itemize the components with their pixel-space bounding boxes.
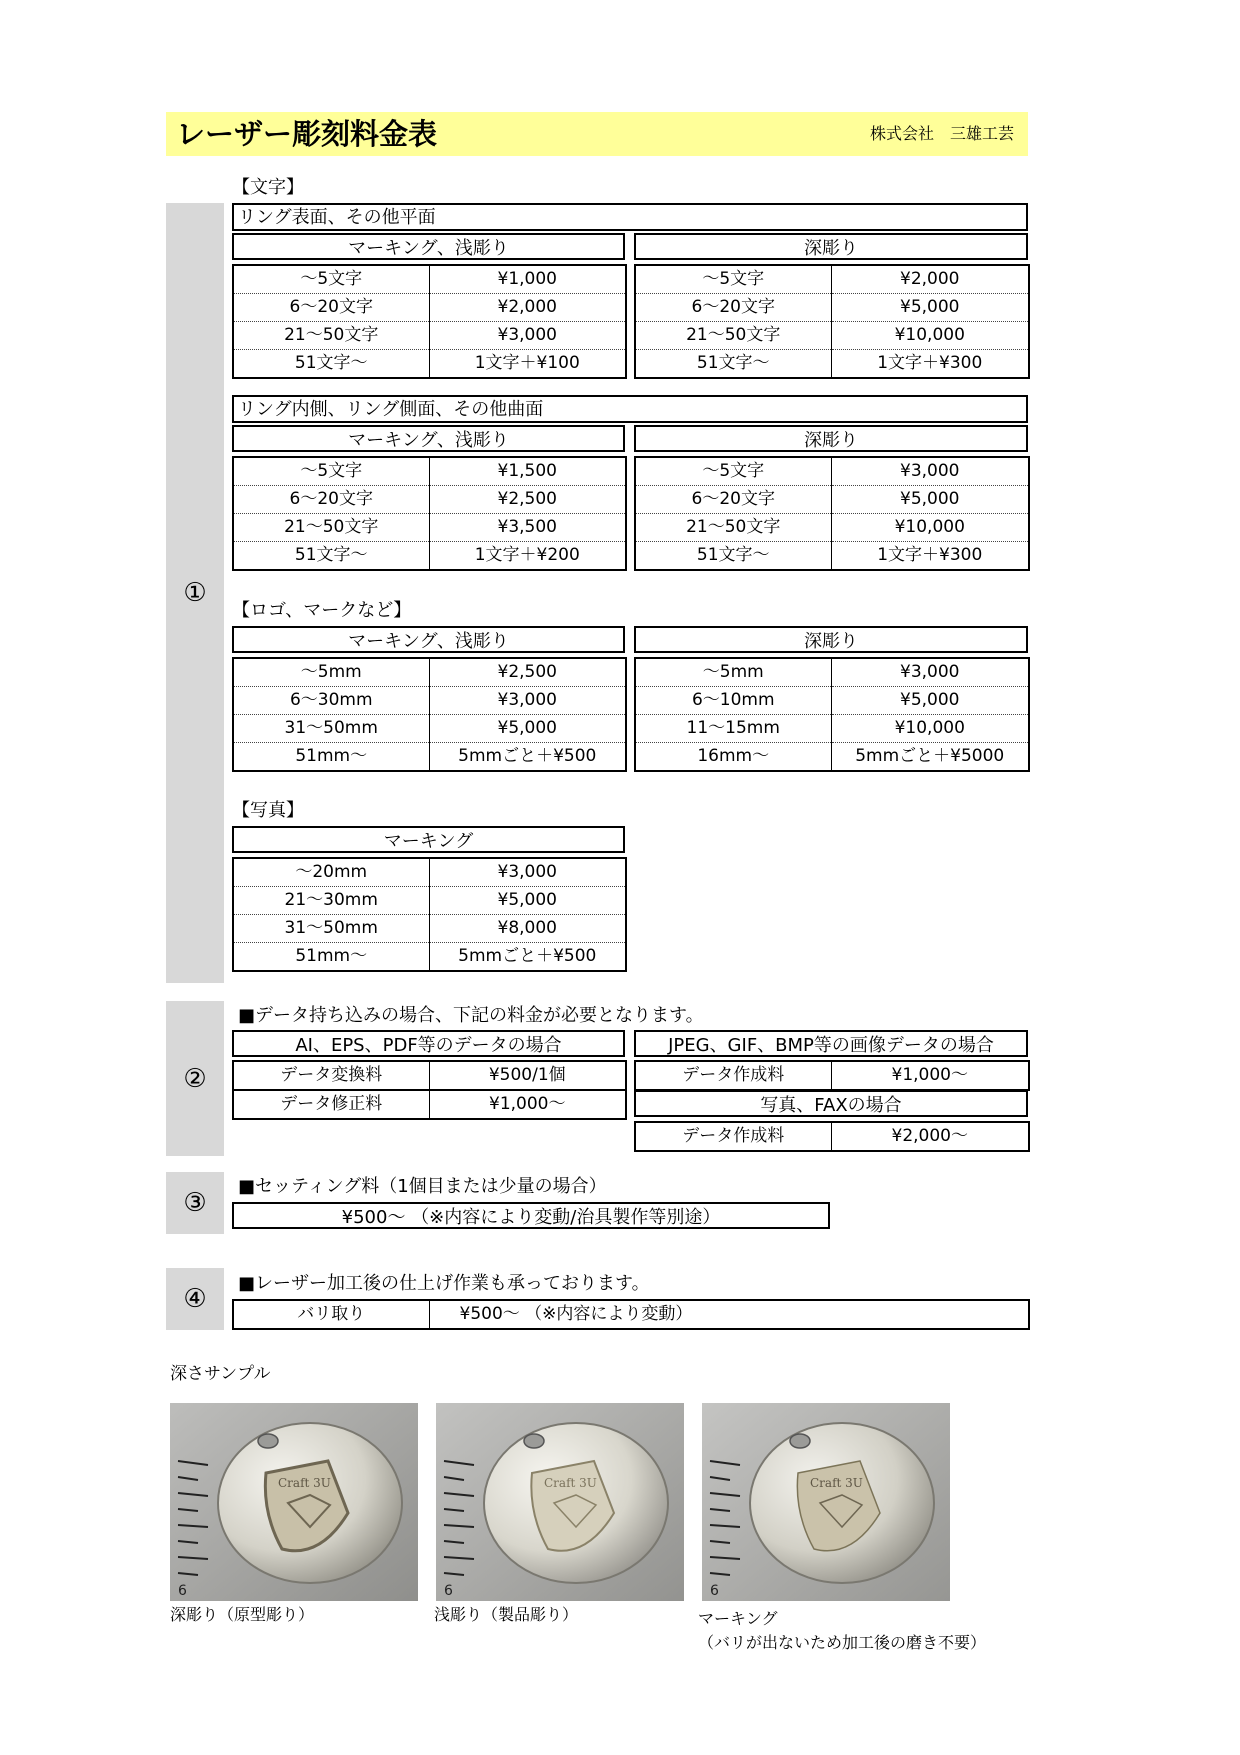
cell: ¥3,000 bbox=[831, 457, 1029, 486]
setting-note: ■セッティング料（1個目または少量の場合） bbox=[238, 1176, 607, 1197]
table-row bbox=[233, 915, 626, 943]
table-row bbox=[233, 658, 626, 687]
cell: ～20mm bbox=[233, 858, 429, 887]
logo-deep-header: 深彫り bbox=[634, 626, 1028, 653]
cell: ¥3,000 bbox=[429, 858, 626, 887]
curved-surface-header: リング内側、リング側面、その他曲面 bbox=[232, 395, 1028, 423]
cell: 21～50文字 bbox=[635, 322, 831, 350]
curved-marking-header: マーキング、浅彫り bbox=[232, 425, 625, 452]
table-row bbox=[635, 350, 1029, 379]
company-name: 株式会社 三雄工芸 bbox=[870, 124, 1015, 143]
curved-deep-header: 深彫り bbox=[634, 425, 1028, 452]
photo-fax-header: 写真、FAXの場合 bbox=[634, 1090, 1028, 1117]
cell: ～5mm bbox=[635, 658, 831, 687]
svg-text:6: 6 bbox=[444, 1583, 453, 1599]
cell: ¥2,000 bbox=[429, 294, 626, 322]
cell: ¥3,500 bbox=[429, 514, 626, 542]
cell: ¥2,500 bbox=[429, 486, 626, 514]
logo-section-label: 【ロゴ、マークなど】 bbox=[232, 600, 412, 621]
photo-section-label: 【写真】 bbox=[232, 800, 304, 821]
table-row bbox=[233, 858, 626, 887]
cell: 6～20文字 bbox=[635, 294, 831, 322]
cell: 21～30mm bbox=[233, 887, 429, 915]
cell: 1文字＋¥300 bbox=[831, 542, 1029, 571]
cell: 21～50文字 bbox=[233, 322, 429, 350]
flat-marking-header: マーキング、浅彫り bbox=[232, 233, 625, 260]
table-row bbox=[233, 715, 626, 743]
table-row bbox=[233, 350, 626, 379]
cell: ¥1,500 bbox=[429, 457, 626, 486]
page-title: レーザー彫刻料金表 bbox=[176, 117, 438, 151]
cell: 5mmごと＋¥500 bbox=[429, 943, 626, 972]
deep-engraving-photo bbox=[170, 1403, 418, 1601]
table-row bbox=[635, 486, 1029, 514]
table-row bbox=[233, 322, 626, 350]
finish-note: ■レーザー加工後の仕上げ作業も承っております。 bbox=[238, 1273, 650, 1294]
cell: ～5文字 bbox=[635, 265, 831, 294]
cell: ¥2,000～ bbox=[831, 1122, 1029, 1151]
cell: ～5mm bbox=[233, 658, 429, 687]
cell: ¥5,000 bbox=[429, 887, 626, 915]
vector-data-header: AI、EPS、PDF等のデータの場合 bbox=[232, 1030, 625, 1057]
cell: 51文字～ bbox=[696, 545, 770, 565]
cell: ¥5,000 bbox=[831, 294, 1029, 322]
cell: 5mmごと＋¥5000 bbox=[831, 743, 1029, 772]
cell: 51文字～ bbox=[696, 353, 770, 373]
flat-deep-table bbox=[634, 264, 1030, 379]
table-row bbox=[635, 322, 1029, 350]
cell: ¥2,000 bbox=[831, 265, 1029, 294]
cell: 1文字＋¥100 bbox=[429, 350, 626, 379]
cell: 1文字＋¥200 bbox=[429, 542, 626, 571]
table-row bbox=[635, 1061, 1029, 1090]
svg-text:6: 6 bbox=[178, 1583, 187, 1599]
cell: データ作成料 bbox=[682, 1126, 785, 1146]
table-row bbox=[233, 743, 626, 772]
flat-deep-header: 深彫り bbox=[634, 233, 1028, 260]
table-row bbox=[233, 294, 626, 322]
cell: ¥2,500 bbox=[429, 658, 626, 687]
deep-engraving-caption: 深彫り（原型彫り） bbox=[170, 1605, 315, 1624]
cell: ¥5,000 bbox=[429, 715, 626, 743]
data-note: ■データ持ち込みの場合、下記の料金が必要となります。 bbox=[238, 1005, 704, 1026]
cell: バリ取り bbox=[297, 1304, 366, 1324]
table-row bbox=[233, 1300, 1029, 1329]
flat-marking-table bbox=[232, 264, 627, 379]
cell: ～5文字 bbox=[233, 265, 429, 294]
table-row bbox=[635, 658, 1029, 687]
table-row bbox=[635, 542, 1029, 571]
cell: データ修正料 bbox=[280, 1094, 383, 1114]
cell: ¥1,000 bbox=[429, 265, 626, 294]
photo-marking-header: マーキング bbox=[232, 826, 625, 853]
table-row bbox=[233, 514, 626, 542]
tag-text: Craft 3U bbox=[544, 1476, 597, 1490]
marking-caption: マーキング bbox=[698, 1609, 778, 1628]
cell: ～5文字 bbox=[635, 457, 831, 486]
band-2: ② bbox=[166, 1001, 224, 1156]
cell: ¥1,000～ bbox=[831, 1061, 1029, 1090]
cell: ¥1,000～ bbox=[429, 1090, 626, 1119]
table-row bbox=[635, 715, 1029, 743]
svg-text:6: 6 bbox=[710, 1583, 719, 1599]
table-row bbox=[233, 1090, 626, 1119]
finish-table bbox=[232, 1299, 1030, 1330]
table-row bbox=[635, 687, 1029, 715]
cell: 31～50mm bbox=[233, 715, 429, 743]
cell: 6～20文字 bbox=[233, 486, 429, 514]
cell: ¥3,000 bbox=[429, 687, 626, 715]
cell: 51文字～ bbox=[294, 545, 368, 565]
table-row bbox=[635, 265, 1029, 294]
table-row bbox=[233, 457, 626, 486]
marking-caption-note: （バリが出ないため加工後の磨き不要） bbox=[698, 1633, 987, 1652]
samples-label: 深さサンプル bbox=[170, 1364, 271, 1384]
tag-text: Craft 3U bbox=[278, 1476, 331, 1490]
cell: 16mm～ bbox=[697, 746, 770, 766]
logo-deep-table bbox=[634, 657, 1030, 772]
cell: ¥500～ （※内容により変動） bbox=[429, 1300, 1029, 1329]
cell: 51mm～ bbox=[295, 946, 368, 966]
tag-text: Craft 3U bbox=[810, 1476, 863, 1490]
shallow-engraving-caption: 浅彫り（製品彫り） bbox=[434, 1605, 579, 1624]
cell: ¥10,000 bbox=[831, 715, 1029, 743]
vector-data-table bbox=[232, 1060, 627, 1120]
table-row bbox=[233, 542, 626, 571]
cell: ¥3,000 bbox=[429, 322, 626, 350]
table-row bbox=[635, 1122, 1029, 1151]
table-row bbox=[635, 743, 1029, 772]
band-3: ③ bbox=[166, 1172, 224, 1234]
setting-value: ¥500～ （※内容により変動/治具製作等別途） bbox=[232, 1202, 830, 1229]
logo-marking-header: マーキング、浅彫り bbox=[232, 626, 625, 653]
photo-marking-table bbox=[232, 857, 627, 972]
table-row bbox=[233, 687, 626, 715]
table-row bbox=[233, 1061, 626, 1090]
cell: 6～10mm bbox=[635, 687, 831, 715]
cell: ～5文字 bbox=[233, 457, 429, 486]
cell: 21～50文字 bbox=[233, 514, 429, 542]
cell: ¥10,000 bbox=[831, 322, 1029, 350]
logo-marking-table bbox=[232, 657, 627, 772]
shallow-engraving-photo bbox=[436, 1403, 684, 1601]
image-data-table bbox=[634, 1060, 1030, 1091]
cell: 21～50文字 bbox=[635, 514, 831, 542]
band-4: ④ bbox=[166, 1268, 224, 1330]
image-data-header: JPEG、GIF、BMP等の画像データの場合 bbox=[634, 1030, 1028, 1057]
cell: データ変換料 bbox=[233, 1061, 429, 1090]
cell: ¥3,000 bbox=[831, 658, 1029, 687]
table-row bbox=[233, 887, 626, 915]
cell: 11～15mm bbox=[635, 715, 831, 743]
cell: ¥500/1個 bbox=[429, 1061, 626, 1090]
band-1: ① bbox=[166, 203, 224, 983]
cell: ¥8,000 bbox=[429, 915, 626, 943]
curved-marking-table bbox=[232, 456, 627, 571]
cell: 51mm～ bbox=[295, 746, 368, 766]
cell: 6～20文字 bbox=[233, 294, 429, 322]
cell: 51文字～ bbox=[294, 353, 368, 373]
table-row bbox=[635, 514, 1029, 542]
cell: 31～50mm bbox=[233, 915, 429, 943]
text-section-label: 【文字】 bbox=[232, 177, 304, 198]
cell: データ作成料 bbox=[682, 1065, 785, 1085]
table-row bbox=[233, 265, 626, 294]
cell: 6～20文字 bbox=[635, 486, 831, 514]
cell: 5mmごと＋¥500 bbox=[429, 743, 626, 772]
curved-deep-table bbox=[634, 456, 1030, 571]
cell: 1文字＋¥300 bbox=[831, 350, 1029, 379]
table-row bbox=[635, 294, 1029, 322]
cell: ¥5,000 bbox=[831, 687, 1029, 715]
cell: ¥5,000 bbox=[831, 486, 1029, 514]
cell: ¥10,000 bbox=[831, 514, 1029, 542]
photo-fax-table bbox=[634, 1121, 1030, 1152]
table-row bbox=[233, 943, 626, 972]
table-row bbox=[635, 457, 1029, 486]
marking-photo bbox=[702, 1403, 950, 1601]
table-row bbox=[233, 486, 626, 514]
flat-surface-header: リング表面、その他平面 bbox=[232, 203, 1028, 231]
cell: 6～30mm bbox=[233, 687, 429, 715]
